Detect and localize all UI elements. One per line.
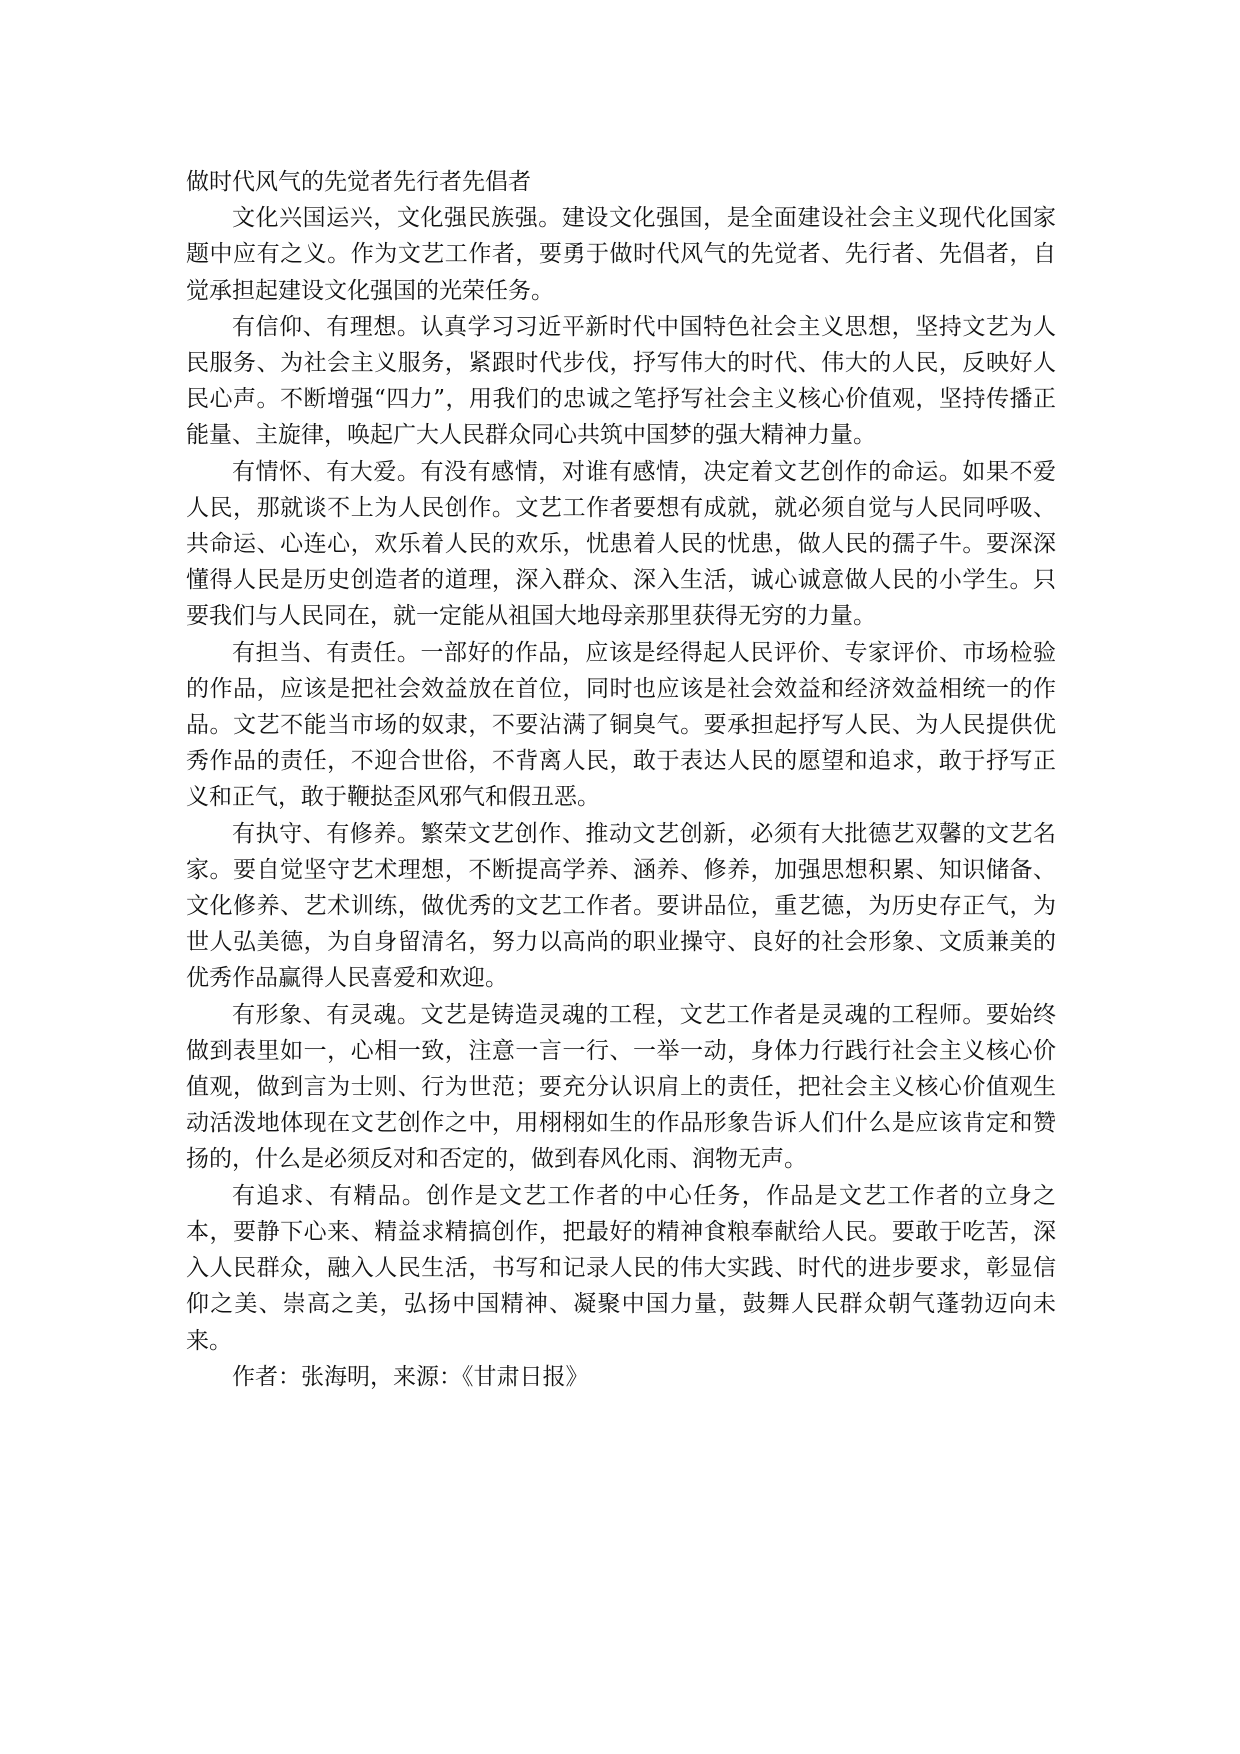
paragraph-pursuit-excellence: 有追求、有精品。创作是文艺工作者的中心任务，作品是文艺工作者的立身之本，要静下心来、精益求精搞创作，把最好的精神食粮奉献给人民。要敢于吃苦，深入人民群众，融入人民生活，书写和记录人民的伟大实践、时代的进步要求，彰显信仰之美、崇高之美，弘扬中国精神、凝聚中国力量，鼓舞人民群众朝气蓬勃迈向未来。: [186, 1182, 1056, 1354]
paragraph-faith-ideals: 有信仰、有理想。认真学习习近平新时代中国特色社会主义思想，坚持文艺为人民服务、为社会主义服务，紧跟时代步伐，抒写伟大的时代、伟大的人民，反映好人民心声。不断增强“四力”，用我们的忠诚之笔抒写社会主义核心价值观，坚持传播正能量、主旋律，唤起广大人民群众同心共筑中国梦的强大精神力量。: [186, 313, 1056, 449]
document-body: [186, 164, 1056, 1395]
paragraph-image-soul: 有形象、有灵魂。文艺是铸造灵魂的工程，文艺工作者是灵魂的工程师。要始终做到表里如一，心相一致，注意一言一行、一举一动，身体力行践行社会主义核心价值观，做到言为士则、行为世范；要充分认识肩上的责任，把社会主义核心价值观生动活泼地体现在文艺创作之中，用栩栩如生的作品形象告诉人们什么是应该肯定和赞扬的，什么是必须反对和否定的，做到春风化雨、润物无声。: [186, 1001, 1056, 1173]
paragraph-responsibility: 有担当、有责任。一部好的作品，应该是经得起人民评价、专家评价、市场检验的作品，应该是把社会效益放在首位，同时也应该是社会效益和经济效益相统一的作品。文艺不能当市场的奴隶，不要沾满了铜臭气。要承担起抒写人民、为人民提供优秀作品的责任，不迎合世俗，不背离人民，敢于表达人民的愿望和追求，敢于抒写正义和正气，敢于鞭挞歪风邪气和假丑恶。: [186, 639, 1056, 811]
author-source-line: 作者：张海明，来源：《甘肃日报》: [232, 1363, 589, 1390]
paragraph-feelings-love: 有情怀、有大爱。有没有感情，对谁有感情，决定着文艺创作的命运。如果不爱人民，那就谈不上为人民创作。文艺工作者要想有成就，就必须自觉与人民同呼吸、共命运、心连心，欢乐着人民的欢乐，忧患着人民的忧患，做人民的孺子牛。要深深懂得人民是历史创造者的道理，深入群众、深入生活，诚心诚意做人民的小学生。只要我们与人民同在，就一定能从祖国大地母亲那里获得无穷的力量。: [186, 458, 1056, 630]
document-title: 做时代风气的先觉者先行者先倡者: [186, 169, 531, 195]
paragraph-intro: 文化兴国运兴，文化强民族强。建设文化强国，是全面建设社会主义现代化国家题中应有之义。作为文艺工作者，要勇于做时代风气的先觉者、先行者、先倡者，自觉承担起建设文化强国的光荣任务。: [186, 205, 1056, 304]
paragraph-cultivation: 有执守、有修养。繁荣文艺创作、推动文艺创新，必须有大批德艺双馨的文艺名家。要自觉坚守艺术理想，不断提高学养、涵养、修养，加强思想积累、知识储备、文化修养、艺术训练，做优秀的文艺工作者。要讲品位，重艺德，为历史存正气，为世人弘美德，为自身留清名，努力以高尚的职业操守、良好的社会形象、文质兼美的优秀作品赢得人民喜爱和欢迎。: [186, 820, 1056, 992]
